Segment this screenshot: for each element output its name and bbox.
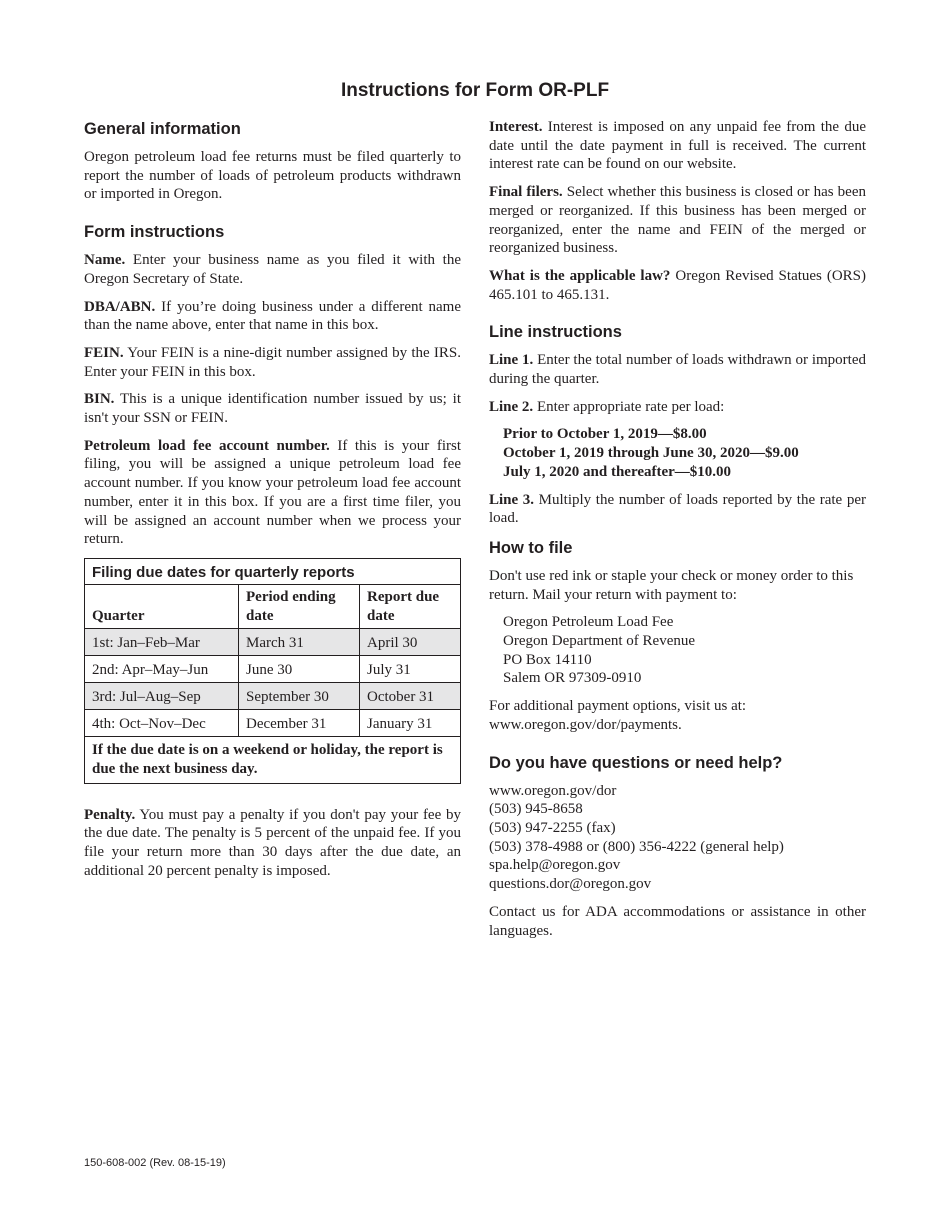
- help-heading: Do you have questions or need help?: [489, 753, 783, 772]
- due-dates-table: [84, 558, 461, 784]
- rate-item: October 1, 2019 through June 30, 2020—$9.00: [503, 445, 799, 462]
- table-cell: April 30: [360, 629, 461, 656]
- table-cell: July 31: [360, 656, 461, 683]
- contact-general-help: (503) 378-4988 or (800) 356-4222 (general help): [489, 838, 784, 855]
- due-date-note: If the due date is on a weekend or holiday, the report is due the next business day.: [85, 737, 461, 783]
- account-number-instruction: Petroleum load fee account number. If this is your first filing, you will be assigned a unique petroleum load fee account number. If you know your petroleum load fee account number, enter it in this box. If you are a first time filer, you will be assigned an account number when we process your return.: [84, 437, 462, 548]
- right-column: [489, 118, 866, 949]
- table-cell: March 31: [239, 629, 360, 656]
- interest-paragraph: Interest. Interest is imposed on any unpaid fee from the due date until the date payment in full is received. The current interest rate can be found on our website.: [489, 119, 866, 173]
- address-line: Oregon Department of Revenue: [503, 633, 696, 650]
- page-title: Instructions for Form OR-PLF: [340, 80, 610, 101]
- rate-item: Prior to October 1, 2019—$8.00: [503, 426, 707, 443]
- final-filers-paragraph: Final filers. Select whether this business is closed or has been merged or reorganized. If this business has been merged or reorganized, enter the name and FEIN of the merged or reorganized business.: [489, 184, 866, 257]
- column-header-period-ending: Period ending date: [239, 584, 360, 628]
- line-3-instruction: Line 3. Multiply the number of loads reported by the rate per load.: [489, 491, 866, 527]
- address-line: Salem OR 97309-0910: [503, 670, 642, 687]
- table-row: [85, 629, 461, 656]
- address-line: Oregon Petroleum Load Fee: [503, 614, 674, 631]
- contact-email-spa[interactable]: spa.help@oregon.gov: [489, 857, 621, 874]
- ada-text: Contact us for ADA accommodations or assistance in other languages.: [489, 903, 866, 939]
- rate-list: [503, 425, 866, 481]
- rate-item: July 1, 2020 and thereafter—$10.00: [503, 463, 732, 480]
- column-header-report-due: Report due date: [360, 584, 461, 628]
- due-dates-table-caption: Filing due dates for quarterly reports: [85, 558, 461, 584]
- bin-instruction: BIN. This is a unique identification number issued by us; it isn't your SSN or FEIN.: [84, 391, 461, 427]
- form-number-footer: 150-608-002 (Rev. 08-15-19): [84, 1157, 226, 1169]
- column-header-quarter: Quarter: [85, 584, 239, 628]
- address-line: PO Box 14110: [503, 651, 592, 668]
- line-instructions-heading: Line instructions: [489, 323, 622, 342]
- table-cell: December 31: [239, 710, 360, 737]
- table-cell: 4th: Oct–Nov–Dec: [85, 710, 239, 737]
- penalty-paragraph: Penalty. You must pay a penalty if you don't pay your fee by the due date. The penalty is 5 percent of the unpaid fee. If you file your return more than 30 days after the due date, an additional 20 percent penalty is imposed.: [84, 806, 461, 879]
- name-instruction: Name. Enter your business name as you filed it with the Oregon Secretary of State.: [84, 252, 461, 287]
- contact-fax: (503) 947-2255 (fax): [489, 819, 616, 836]
- how-to-file-heading: How to file: [489, 538, 573, 557]
- table-row: [85, 710, 461, 737]
- table-cell: September 30: [239, 683, 360, 710]
- table-row: [85, 683, 461, 710]
- form-instructions-heading: Form instructions: [84, 223, 225, 242]
- general-information-text: Oregon petroleum load fee returns must be filed quarterly to report the number of loads of petroleum products withdrawn or imported in Oregon.: [84, 149, 461, 203]
- fein-instruction: FEIN. Your FEIN is a nine-digit number assigned by the IRS. Enter your FEIN in this box.: [84, 344, 461, 380]
- mailing-address: [503, 613, 866, 688]
- table-row: [85, 656, 461, 683]
- applicable-law-paragraph: What is the applicable law? Oregon Revised Statues (ORS) 465.101 to 465.131.: [489, 267, 866, 303]
- payment-options-text: For additional payment options, visit us at: www.oregon.gov/dor/payments.: [489, 698, 747, 733]
- table-cell: 2nd: Apr–May–Jun: [85, 656, 239, 683]
- contact-website-link[interactable]: www.oregon.gov/dor: [489, 782, 617, 799]
- dba-instruction: DBA/ABN. If you’re doing business under a different name than the name above, enter that name in this box.: [84, 298, 461, 334]
- table-cell: 1st: Jan–Feb–Mar: [85, 629, 239, 656]
- table-cell: June 30: [239, 656, 360, 683]
- how-to-file-text: Don't use red ink or staple your check or money order to this return. Mail your return with payment to:: [489, 567, 854, 603]
- general-information-heading: General information: [84, 120, 241, 138]
- line-2-instruction: Line 2. Enter appropriate rate per load:: [489, 398, 725, 415]
- contact-list: [489, 782, 866, 894]
- contact-email-questions[interactable]: questions.dor@oregon.gov: [489, 876, 652, 893]
- contact-phone: (503) 945-8658: [489, 801, 583, 818]
- table-cell: January 31: [360, 710, 461, 737]
- table-cell: 3rd: Jul–Aug–Sep: [85, 683, 239, 710]
- line-1-instruction: Line 1. Enter the total number of loads withdrawn or imported during the quarter.: [489, 352, 866, 388]
- left-column: [84, 118, 461, 890]
- table-cell: October 31: [360, 683, 461, 710]
